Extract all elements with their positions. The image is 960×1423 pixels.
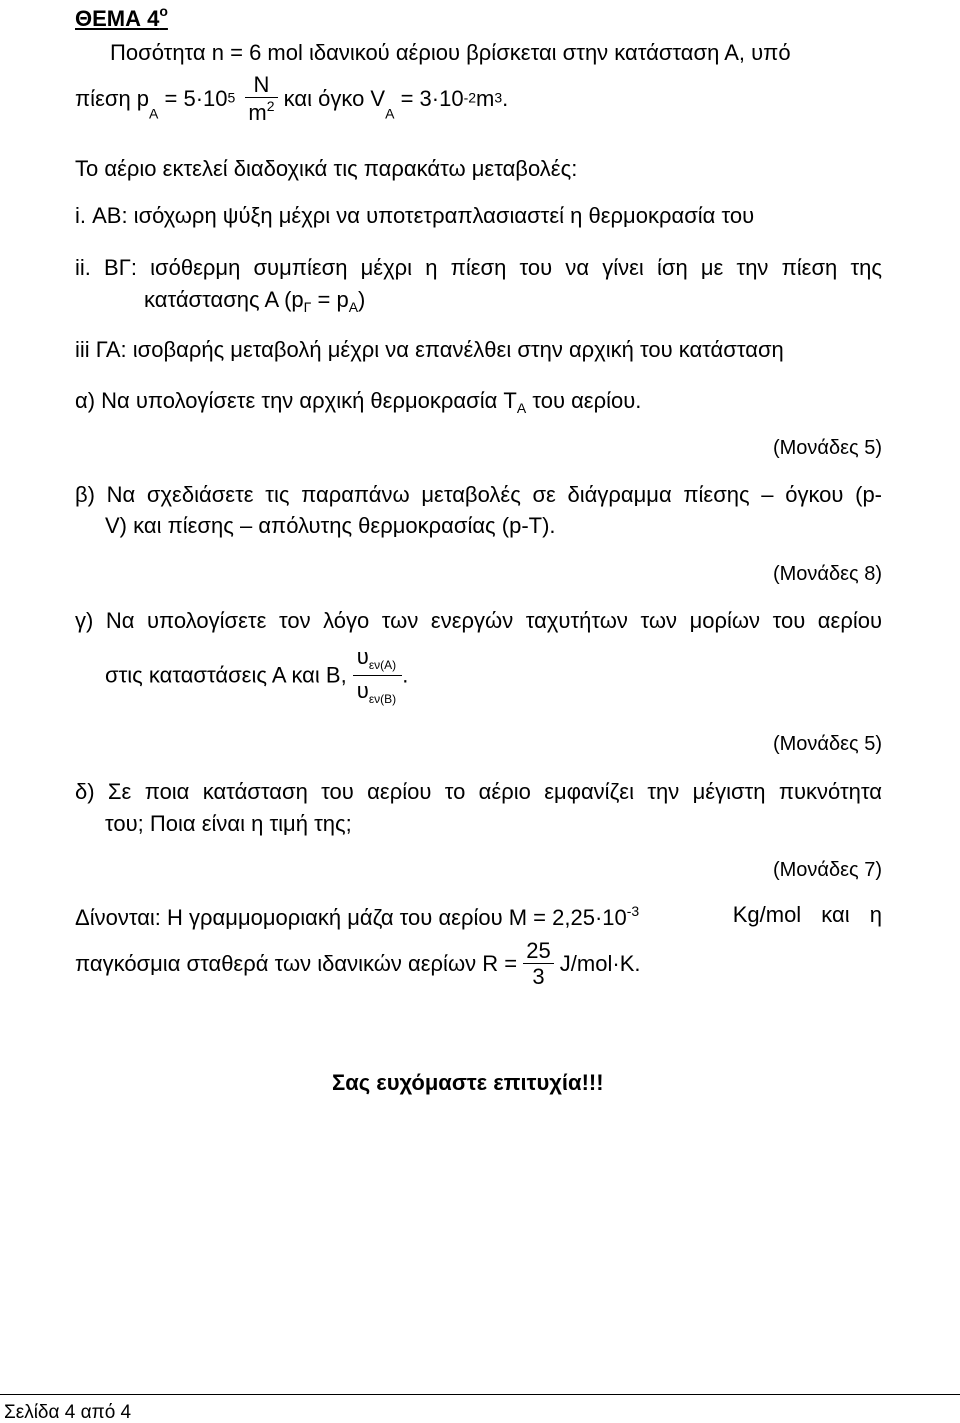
process-step-2-line-2: [144, 289, 365, 314]
step2-text: κατάστασης Α (p: [144, 287, 304, 312]
velocity-a: υ: [356, 644, 369, 669]
given-line-1: [75, 904, 882, 929]
question-d-marks: (Μονάδες 7): [772, 859, 882, 881]
gas-constant-numerator: 25: [523, 938, 553, 964]
pressure-exponent: 5: [227, 89, 236, 106]
question-a-end: του αερίου.: [526, 388, 642, 413]
step2-equals: = p: [311, 287, 349, 312]
velocity-ratio-fraction: [353, 644, 402, 707]
volume-label: και όγκο V: [283, 85, 386, 111]
volume-unit-exponent: 3: [494, 89, 503, 106]
question-c-line-1: γ) Να υπολογίσετε τον λόγο των ενεργών ταχυτήτων των μορίων του αερίου: [75, 608, 882, 633]
question-c-marks: (Μονάδες 5): [772, 733, 882, 755]
process-step-2-line-1: ii. ΒΓ: ισόθερμη συμπίεση μέχρι η πίεση του να γίνει ίση με την πίεση της: [75, 255, 882, 280]
pressure-unit-numerator: N: [245, 72, 277, 98]
volume-subscript: A: [385, 105, 395, 122]
velocity-ratio-numerator: [353, 644, 402, 676]
intro-line-2: [75, 72, 508, 126]
velocity-a-subscript: εν(A): [368, 658, 397, 672]
given-line-2: [75, 938, 640, 990]
question-b-marks: (Μονάδες 8): [772, 563, 882, 585]
footer-page-number: Σελίδα 4 από 4: [4, 1402, 132, 1423]
title-text: ΘΕΜΑ 4: [75, 6, 160, 31]
gas-constant-text: παγκόσμια σταθερά των ιδανικών αερίων R =: [75, 950, 524, 976]
gas-constant-fraction: [523, 938, 553, 990]
question-a-subscript: A: [516, 400, 527, 416]
title-superscript: ο: [159, 3, 168, 19]
process-step-1: i. ΑΒ: ισόχωρη ψύξη μέχρι να υποτετραπλασιαστεί η θερμοκρασία του: [75, 203, 755, 228]
question-b-line-2: V) και πίεσης – απόλυτης θερμοκρασίας (p-T).: [105, 513, 556, 538]
question-d-line-1: δ) Σε ποια κατάσταση του αερίου το αέριο εμφανίζει την μέγιστη πυκνότητα: [75, 779, 882, 804]
gas-constant-unit: J/mol·K.: [553, 950, 641, 976]
question-c-end: .: [402, 662, 409, 688]
volume-exponent: -2: [463, 89, 477, 106]
step2-subscript-gamma: Γ: [303, 299, 312, 315]
velocity-ratio-denominator: [353, 676, 402, 707]
unit-m: m: [248, 100, 267, 126]
velocity-b-subscript: εν(B): [368, 691, 397, 706]
volume-value: = 3·10: [394, 85, 464, 111]
volume-end: .: [502, 85, 509, 111]
unit-m-exponent: 2: [266, 98, 275, 115]
pressure-value: = 5·10: [158, 85, 228, 111]
question-b-line-1: β) Να σχεδιάσετε τις παραπάνω μεταβολές σε διάγραμμα πίεσης – όγκου (p-: [75, 482, 882, 507]
question-c-text: στις καταστάσεις Α και Β,: [105, 662, 353, 688]
molar-mass-text: Δίνονται: Η γραμμομοριακή μάζα του αερίου Μ = 2,25·10: [75, 905, 627, 930]
gas-constant-denominator: 3: [532, 964, 545, 990]
footer-divider: [0, 1394, 960, 1395]
given-line-1-left: [75, 904, 639, 929]
section-title: [75, 4, 168, 30]
question-a-marks: (Μονάδες 5): [772, 437, 882, 459]
velocity-b: υ: [356, 677, 369, 703]
question-a: [75, 390, 641, 415]
intro-line-1: Ποσότητα n = 6 mol ιδανικού αέριου βρίσκεται στην κατάσταση Α, υπό: [110, 40, 791, 65]
molar-mass-unit: Kg/mol και η: [732, 902, 882, 927]
pressure-label: πίεση p: [75, 85, 150, 111]
pressure-unit-fraction: [245, 72, 277, 126]
question-a-text: α) Να υπολογίσετε την αρχική θερμοκρασία T: [75, 388, 517, 413]
question-c-line-2: [105, 644, 408, 707]
pressure-unit-denominator: [245, 98, 277, 125]
pressure-subscript: A: [149, 105, 159, 122]
closing-message: Σας ευχόμαστε επιτυχία!!!: [332, 1070, 604, 1095]
volume-unit: m: [476, 85, 495, 111]
process-step-3: iii ΓΑ: ισοβαρής μεταβολή μέχρι να επανέλθει στην αρχική του κατάσταση: [75, 337, 784, 362]
process-heading: Το αέριο εκτελεί διαδοχικά τις παρακάτω μεταβολές:: [75, 156, 578, 181]
molar-mass-exponent: -3: [626, 903, 640, 919]
step2-close: ): [358, 287, 366, 312]
question-d-line-2: του; Ποια είναι η τιμή της;: [105, 811, 352, 836]
step2-subscript-a: A: [348, 299, 359, 315]
